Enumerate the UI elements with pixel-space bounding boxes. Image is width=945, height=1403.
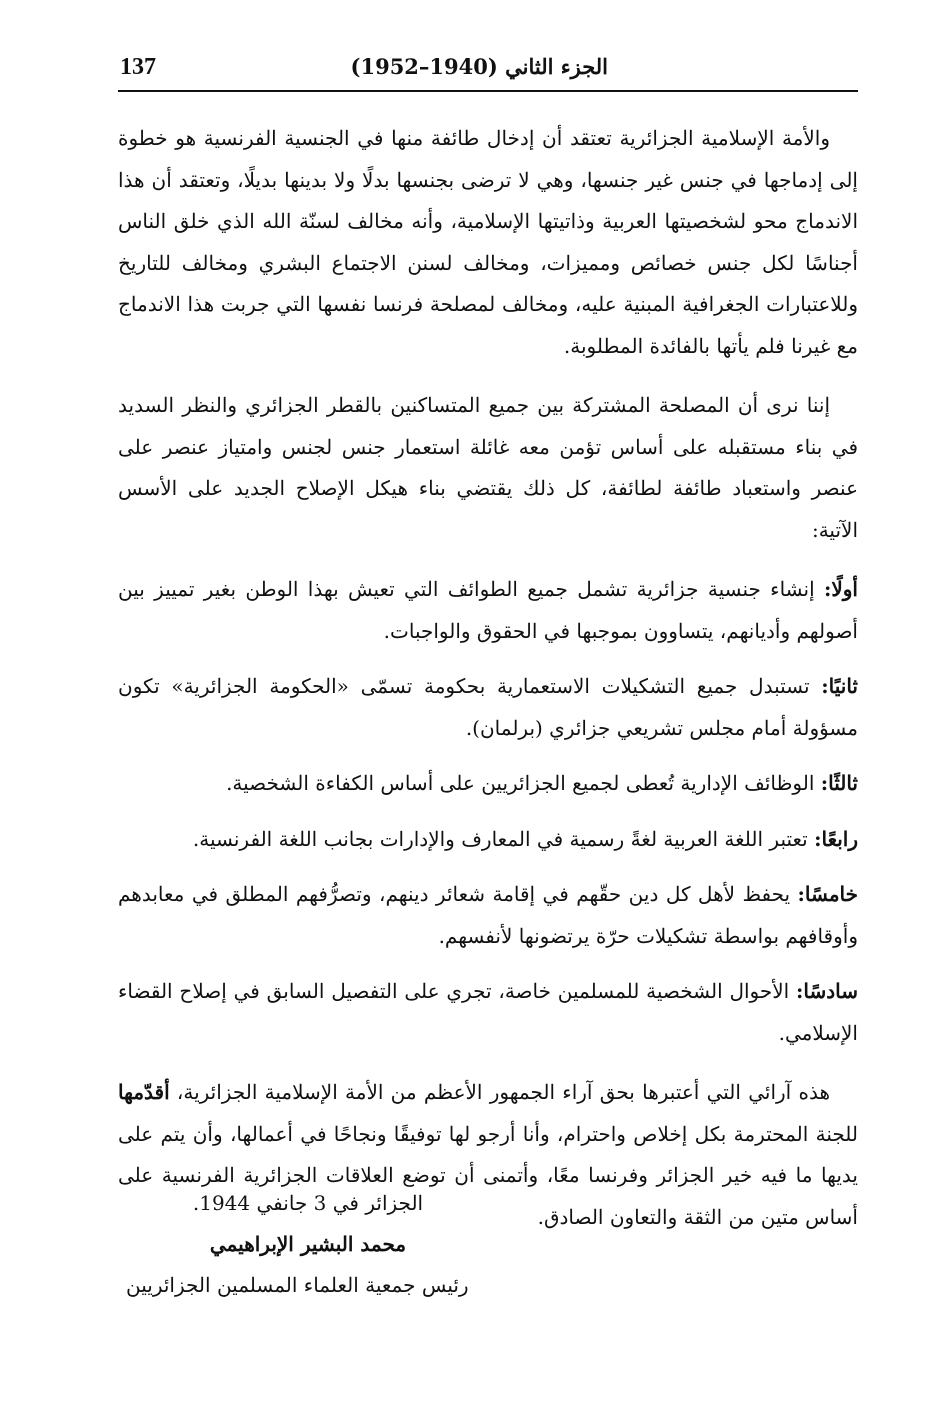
page-number: 137: [120, 54, 156, 80]
closing-text-start: هذه آرائي التي أعتبرها بحق آراء الجمهور الأعظم من الأمة الإسلامية الجزائرية،: [169, 1080, 830, 1104]
item-text: يحفظ لأهل كل دين حقّهم في إقامة شعائر دينهم، وتصرُّفهم المطلق في معابدهم وأوقافهم بواسطة تشكيلات حرّة يرتضونها لأنفسهم.: [118, 882, 858, 948]
item-text: إنشاء جنسية جزائرية تشمل جميع الطوائف التي تعيش بهذا الوطن بغير تمييز بين أصولهم وأديانهم، يتساوون بموجبها في الحقوق والواجبات.: [118, 577, 858, 643]
paragraph-foundations: إننا نرى أن المصلحة المشتركة بين جميع المتساكنين بالقطر الجزائري والنظر السديد في بناء مستقبله على أساس تؤمن معه غائلة استعمار جنس لجنس وامتياز عنصر على عنصر واستعباد طائفة لطائفة، كل ذلك يقتضي بناء هيكل الإصلاح الجديد على الأسس الآتية:: [118, 393, 858, 542]
list-item-first: [118, 569, 858, 652]
list-item-fourth: [118, 819, 858, 861]
list-item-second: [118, 666, 858, 749]
item-text: الأحوال الشخصية للمسلمين خاصة، تجري على التفصيل السابق في إصلاح القضاء الإسلامي.: [118, 979, 858, 1045]
paragraph-integration: والأمة الإسلامية الجزائرية تعتقد أن إدخال طائفة منها في الجنسية الفرنسية هو خطوة إلى إدماجها في جنس غير جنسها، وهي لا ترضى بجنسها بدلًا ولا بدينها بديلًا، وتعتقد أن هذا الاندماج محو لشخصيتها العربية وذاتيتها الإسلامية، وأنه مخالف لسنّة الله الذي خلق الناس أجناسًا لكل جنس خصائص ومميزات، ومخالف لسنن الاجتماع البشري ومخالف للتاريخ وللاعتبارات الجغرافية المبنية عليه، ومخالف لمصلحة فرنسا نفسها التي جربت هذا الاندماج مع غيرنا فلم يأتها بالفائدة المطلوبة.: [118, 126, 858, 358]
date-line: الجزائر في 3 جانفي 1944.: [192, 1191, 424, 1215]
item-lead: ثانيًا:: [821, 674, 858, 698]
signatory-title: رئيس جمعية العلماء المسلمين الجزائريين: [126, 1273, 469, 1297]
item-text: تستبدل جميع التشكيلات الاستعمارية بحكومة تسمّى «الحكومة الجزائرية» تكون مسؤولة أمام مجلس تشريعي جزائري (برلمان).: [118, 674, 858, 740]
list-item-sixth: [118, 971, 858, 1054]
closing-bold-word: أقدّمها: [118, 1080, 170, 1104]
list-item-third: [118, 763, 858, 805]
item-lead: رابعًا:: [814, 826, 858, 851]
item-text: الوظائف الإدارية تُعطى لجميع الجزائريين على أساس الكفاءة الشخصية.: [226, 771, 821, 795]
closing-text-rest: للجنة المحترمة بكل إخلاص واحترام، وأنا أرجو لها توفيقًا ونجاحًا في أعمالها، وأن يتم على يديها ما فيه خير الجزائر وفرنسا معًا، وأتمنى أن توضع العلاقات الجزائرية الفرنسية على أساس متين من الثقة والتعاون الصادق.: [118, 1121, 858, 1229]
page-header: [118, 48, 858, 92]
signature-block: [118, 1183, 498, 1306]
item-text: تعتبر اللغة العربية لغةً رسمية في المعارف والإدارات بجانب اللغة الفرنسية.: [192, 826, 815, 851]
signatory-name: محمد البشير الإبراهيمي: [209, 1232, 407, 1256]
running-title: الجزء الثاني (1940–1952): [350, 54, 608, 79]
item-lead: ثالثًا:: [820, 771, 858, 795]
item-lead: سادسًا:: [796, 979, 858, 1003]
item-lead: أولًا:: [823, 577, 858, 601]
list-item-fifth: [118, 874, 858, 957]
item-lead: خامسًا:: [797, 882, 858, 906]
body-text: [118, 118, 858, 1238]
